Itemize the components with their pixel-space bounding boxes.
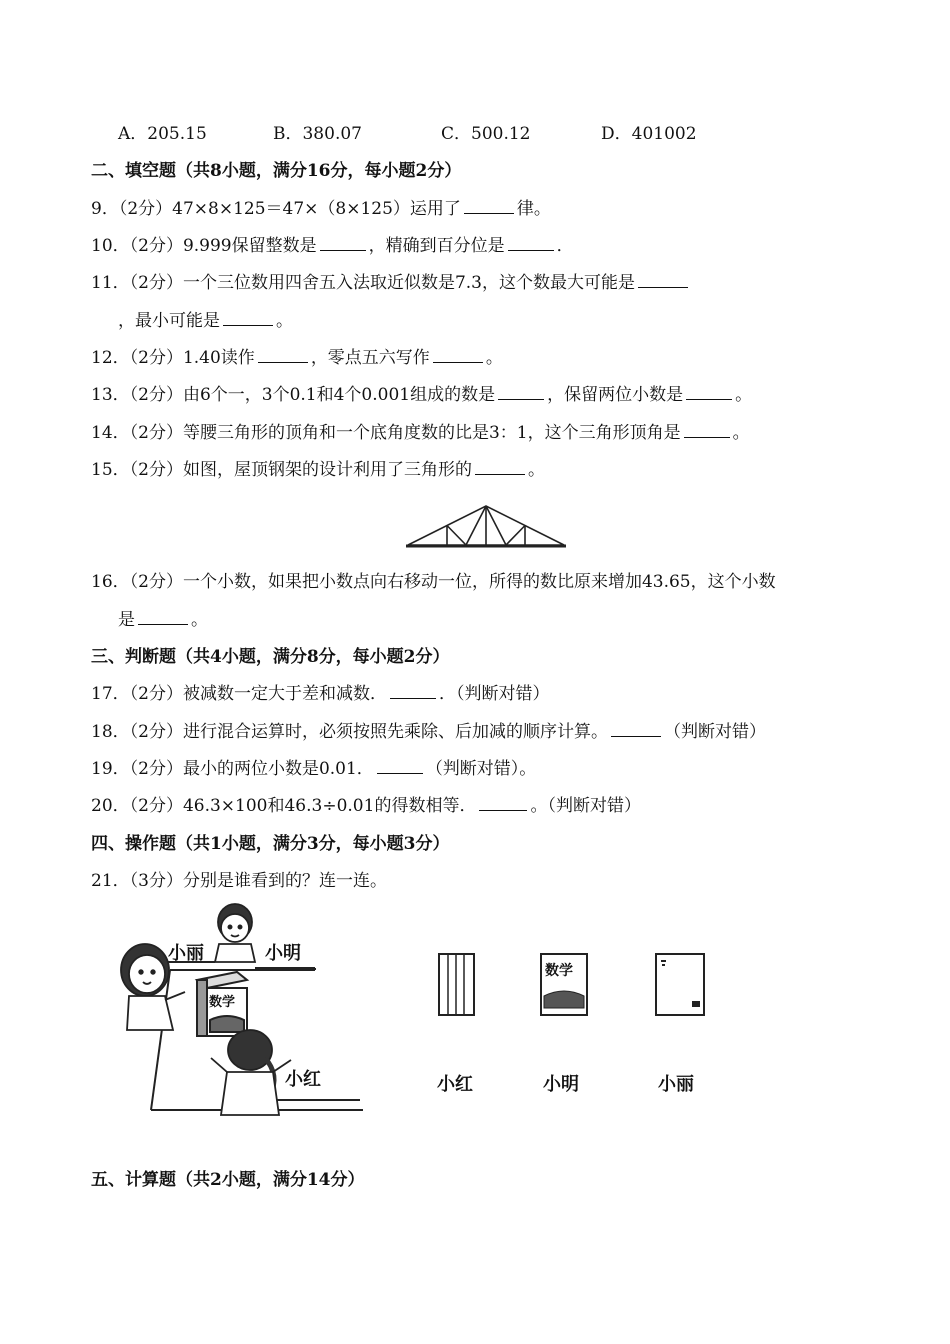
answer-blank[interactable] — [498, 383, 544, 400]
answer-blank[interactable] — [638, 271, 688, 288]
label-xiaoli: 小丽 — [168, 943, 204, 964]
question-16: 16．（2分）一个小数，如果把小数点向右移动一位，所得的数比原来增加43.65，这个小数 — [91, 572, 776, 592]
bottom-label-2: 小明 — [543, 1074, 579, 1095]
answer-blank[interactable] — [223, 309, 273, 326]
question-10: 10．（2分）9.999保留整数是 ，精确到百分位是 ． — [91, 236, 574, 256]
answer-blank[interactable] — [258, 346, 308, 363]
book-cover-title: 数学 — [209, 995, 236, 1010]
bottom-label-1: 小红 — [437, 1074, 473, 1095]
answer-blank[interactable] — [686, 383, 732, 400]
answer-blank[interactable] — [475, 458, 525, 475]
option-b: B．380.07 — [273, 124, 362, 144]
question-15: 15．（2分）如图，屋顶钢架的设计利用了三角形的 。 — [91, 460, 545, 480]
question-17: 17．（2分）被减数一定大于差和减数． ．（判断对错） — [91, 684, 550, 704]
question-18: 18．（2分）进行混合运算时，必须按照先乘除、后加减的顺序计算。 （判断对错） — [91, 722, 766, 742]
question-11: 11．（2分）一个三位数用四舍五入法取近似数是7.3，这个数最大可能是 — [91, 271, 691, 295]
answer-blank[interactable] — [684, 421, 730, 438]
section-4-heading: 四、操作题（共1小题，满分3分，每小题3分） — [91, 834, 450, 854]
question-12: 12．（2分）1.40读作 ，零点五六写作 。 — [91, 348, 503, 368]
question-21: 21．（3分）分别是谁看到的？连一连。 — [91, 871, 387, 891]
view-back-figure — [654, 952, 706, 1018]
answer-blank[interactable] — [508, 234, 554, 251]
roof-truss-figure — [404, 502, 568, 550]
section-3-heading: 三、判断题（共4小题，满分8分，每小题2分） — [91, 647, 450, 667]
option-a: A．205.15 — [118, 124, 207, 144]
cover-title-text: 数学 — [545, 963, 573, 979]
option-d: D．401002 — [601, 124, 697, 144]
question-20: 20．（2分）46.3×100和46.3÷0.01的得数相等． 。（判断对错） — [91, 796, 641, 816]
bottom-label-3: 小丽 — [658, 1074, 694, 1095]
question-9: 9．（2分）47×8×125＝47×（8×125）运用了 律。 — [91, 199, 551, 219]
answer-blank[interactable] — [390, 682, 436, 699]
label-xiaohong: 小红 — [285, 1069, 321, 1090]
viewing-scene-illustration — [115, 900, 370, 1125]
answer-blank[interactable] — [320, 234, 366, 251]
answer-blank[interactable] — [433, 346, 483, 363]
label-xiaoming: 小明 — [265, 943, 301, 964]
answer-blank[interactable] — [138, 608, 188, 625]
question-14: 14．（2分）等腰三角形的顶角和一个底角度数的比是3：1，这个三角形顶角是 。 — [91, 423, 750, 443]
question-16-cont: 是 。 — [118, 610, 208, 630]
view-spine-figure — [437, 952, 477, 1018]
section-2-heading: 二、填空题（共8小题，满分16分，每小题2分） — [91, 161, 462, 181]
question-19: 19．（2分）最小的两位小数是0.01． （判断对错）。 — [91, 759, 537, 779]
answer-blank[interactable] — [611, 720, 661, 737]
question-11-cont: ，最小可能是 。 — [118, 311, 293, 331]
answer-blank[interactable] — [464, 197, 514, 214]
answer-blank[interactable] — [377, 757, 423, 774]
section-5-heading: 五、计算题（共2小题，满分14分） — [91, 1170, 365, 1190]
option-c: C．500.12 — [441, 124, 531, 144]
question-13: 13．（2分）由6个一，3个0.1和4个0.001组成的数是 ，保留两位小数是 。 — [91, 385, 753, 405]
answer-blank[interactable] — [479, 794, 527, 811]
